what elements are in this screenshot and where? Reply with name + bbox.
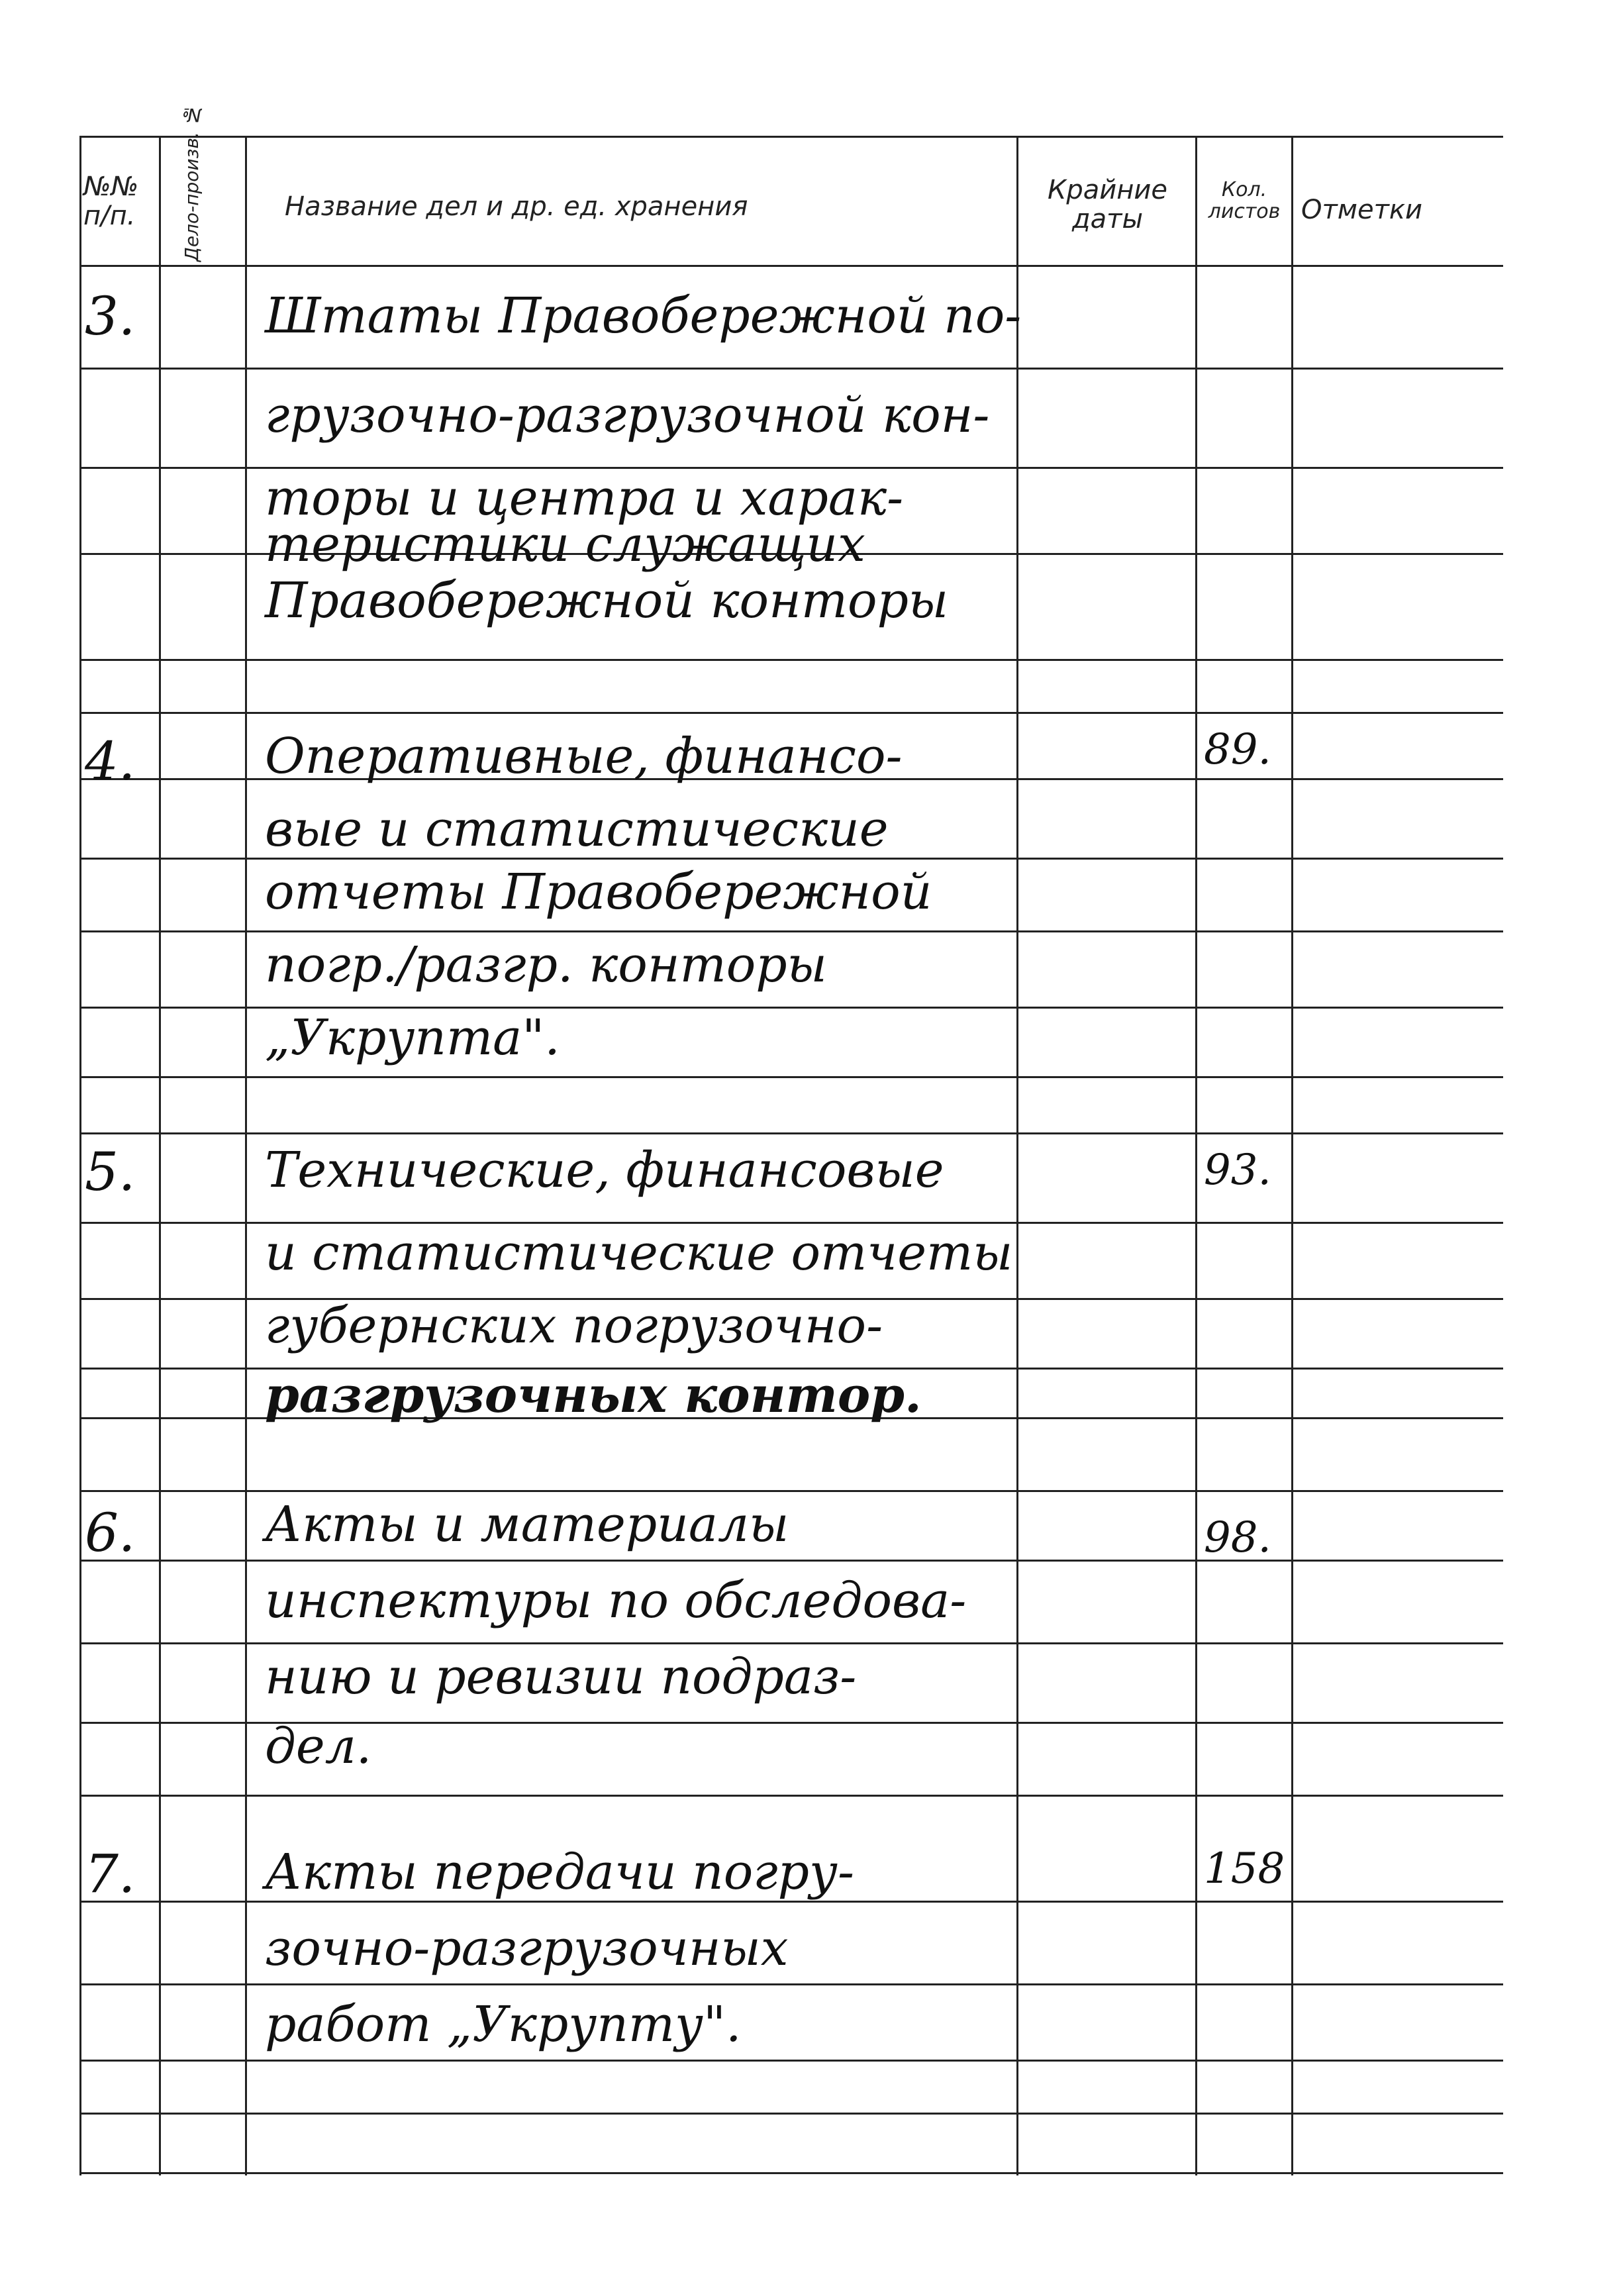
ruled-line: [79, 1007, 1503, 1009]
ruled-line: [79, 1642, 1503, 1644]
ruled-line: [79, 2060, 1503, 2062]
row-number: 4.: [85, 730, 136, 792]
ruled-line: [79, 2113, 1503, 2115]
row-number: 3.: [85, 285, 136, 347]
row-title-line: теристики служащих: [265, 516, 865, 573]
row-title-line: работ „Укрупту".: [265, 1996, 742, 2053]
header-sheets-line1: Кол.: [1221, 178, 1267, 201]
ruled-line: [79, 1490, 1503, 1492]
ruled-line: [79, 368, 1503, 370]
row-number: 6.: [85, 1502, 136, 1564]
ruled-line: [79, 1222, 1503, 1224]
header-case-number: Дело-произв. №: [181, 104, 203, 262]
column-rule: [159, 136, 161, 2175]
ruled-line: [79, 2172, 1503, 2174]
header-dates-line2: даты: [1071, 204, 1144, 234]
ruled-line: [79, 1901, 1503, 1903]
row-number: 5.: [85, 1141, 136, 1203]
row-title-line: отчеты Правобережной: [265, 864, 932, 921]
header-bottom-rule: [79, 265, 1503, 267]
row-title-line: губернских погрузочно-: [265, 1297, 883, 1354]
row-title-line: Акты и материалы: [265, 1496, 789, 1553]
ruled-line: [79, 1560, 1503, 1562]
row-title-line: Правобережной конторы: [265, 572, 949, 629]
row-title-line: Оперативные, финансо-: [265, 728, 903, 785]
row-title-line: вые и статистические: [265, 801, 889, 858]
row-title-line: инспектуры по обследова-: [265, 1572, 967, 1629]
row-title-line: торы и центра и харак-: [265, 470, 904, 526]
ruled-line: [79, 659, 1503, 661]
column-rule: [1195, 136, 1197, 2175]
row-title-line: Акты передачи погру-: [265, 1844, 854, 1901]
row-title-line: погр./разгр. конторы: [265, 936, 827, 993]
row-sheet-count: 89.: [1204, 725, 1271, 774]
header-sheets-column: [1199, 179, 1290, 223]
header-number-line1: №№: [83, 172, 139, 202]
row-sheet-count: 93.: [1204, 1146, 1271, 1195]
ruled-line: [79, 1983, 1503, 1985]
row-title-line: разгрузочных контор.: [265, 1367, 922, 1424]
ruled-line: [79, 712, 1503, 714]
row-title-line: зочно-разгрузочных: [265, 1920, 789, 1977]
row-title-line: дел.: [265, 1718, 372, 1775]
table-top-rule: [79, 136, 1503, 138]
column-rule: [1291, 136, 1293, 2175]
row-title-line: грузочно-разгрузочной кон-: [265, 387, 990, 444]
row-sheet-count: 98.: [1204, 1513, 1271, 1562]
column-rule: [245, 136, 247, 2175]
row-title-line: „Укрупта".: [265, 1009, 560, 1066]
ruled-line: [79, 1132, 1503, 1134]
row-title-line: Технические, финансовые: [265, 1142, 944, 1199]
header-dates-column: [1023, 175, 1192, 234]
header-sheets-line2: листов: [1208, 200, 1281, 223]
header-title-column: Название дел и др. ед. хранения: [285, 191, 748, 222]
row-number: 7.: [85, 1843, 136, 1905]
header-dates-line1: Крайние: [1047, 175, 1168, 205]
header-number-column: [83, 172, 158, 230]
row-title-line: и статистические отчеты: [265, 1224, 1013, 1281]
row-sheet-count: 158: [1204, 1844, 1285, 1893]
ruled-line: [79, 930, 1503, 932]
header-number-line2: п/п.: [83, 201, 136, 231]
row-title-line: Штаты Правобережной по-: [265, 287, 1022, 344]
header-notes-column: Отметки: [1301, 195, 1423, 225]
column-rule: [79, 136, 81, 2175]
row-title-line: нию и ревизии подраз-: [265, 1648, 857, 1705]
ruled-line: [79, 858, 1503, 860]
ruled-line: [79, 467, 1503, 469]
ruled-line: [79, 1795, 1503, 1797]
ruled-line: [79, 1076, 1503, 1078]
